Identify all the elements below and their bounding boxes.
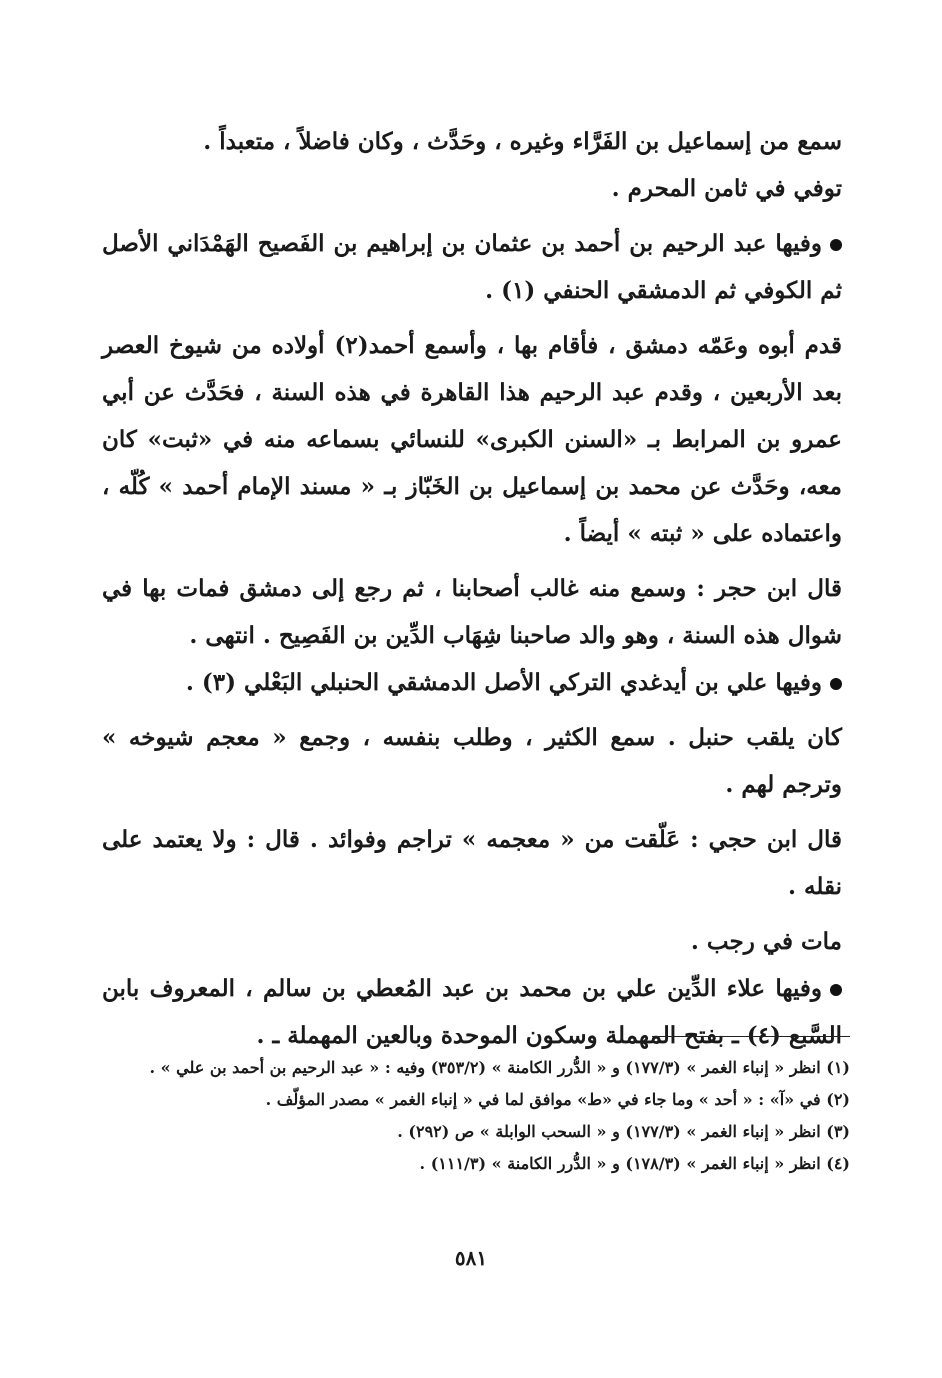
main-text	[102, 118, 842, 1067]
footnote: (٢) في «آ» : « أحد » وما جاء في «ط» موافق لما في « إنباء الغمر » مصدر المؤلّف .	[265, 1090, 850, 1109]
bullet-icon	[830, 984, 842, 996]
footnote-divider	[652, 1036, 850, 1037]
footnotes	[102, 1052, 850, 1180]
paragraph: قدم أبوه وعَمّه دمشق ، فأقام بها ، وأسمع أحمد(٢) أولاده من شيوخ العصر بعد الأربعين ، وقدم عبد الرحيم هذا القاهرة في هذه السنة ، فحَدَّث عن أبي عمرو بن المرابط بـ «السنن الكبرى» للنسائي بسماعه منه في «ثبت» كان معه، وحَدَّث عن محمد بن إسماعيل بن الخَبّاز بـ « مسند الإمام أحمد » كُلّه ، واعتماده على « ثبته » أيضاً .	[102, 332, 842, 547]
paragraph: سمع من إسماعيل بن الفَرَّاء وغيره ، وحَدَّث ، وكان فاضلاً ، متعبداً .	[203, 128, 842, 155]
footnote: (٤) انظر « إنباء الغمر » (١٧٨/٣) و « الدُّرر الكامنة » (١١١/٣) .	[419, 1154, 850, 1173]
paragraph: كان يلقب حنبل . سمع الكثير ، وطلب بنفسه ، وجمع « معجم شيوخه » وترجم لهم .	[102, 724, 842, 798]
paragraph: قال ابن حجر : وسمع منه غالب أصحابنا ، ثم رجع إلى دمشق فمات بها في شوال هذه السنة ، وهو والد صاحبنا شِهَاب الدِّين بن الفَصِيح . انتهى .	[102, 575, 842, 649]
entry-paragraph	[102, 965, 842, 1059]
paragraph: مات في رجب .	[690, 928, 842, 955]
paragraph: قال ابن حجي : عَلّقت من « معجمه » تراجم وفوائد . قال : ولا يعتمد على نقله .	[102, 826, 842, 900]
footnote: (٣) انظر « إنباء الغمر » (١٧٧/٣) و « السحب الوابلة » ص (٢٩٢) .	[397, 1122, 850, 1141]
page-number: ٥٨١	[454, 1246, 488, 1270]
bullet-icon	[830, 239, 842, 251]
entry-text: وفيها علي بن أيدغدي التركي الأصل الدمشقي الحنبلي البَعْلي (٣) .	[185, 669, 822, 696]
entry-text: وفيها علاء الدِّين علي بن محمد بن عبد المُعطي بن سالم ، المعروف بابن السَّبع (٤) ـ بفتح المهملة وسكون الموحدة وبالعين المهملة ـ .	[102, 975, 842, 1049]
bullet-icon	[830, 678, 842, 690]
paragraph: توفي في ثامن المحرم .	[611, 175, 842, 202]
entry-text: وفيها عبد الرحيم بن أحمد بن عثمان بن إبراهيم بن الفَصيح الهَمْدَاني الأصل ثم الكوفي ثم الدمشقي الحنفي (١) .	[102, 230, 842, 304]
entry-paragraph	[102, 220, 842, 314]
footnote: (١) انظر « إنباء الغمر » (١٧٧/٣) و « الدُّرر الكامنة » (٣٥٣/٢) وفيه : « عبد الرحيم بن أحمد بن علي » .	[149, 1058, 850, 1077]
entry-paragraph	[102, 659, 842, 706]
